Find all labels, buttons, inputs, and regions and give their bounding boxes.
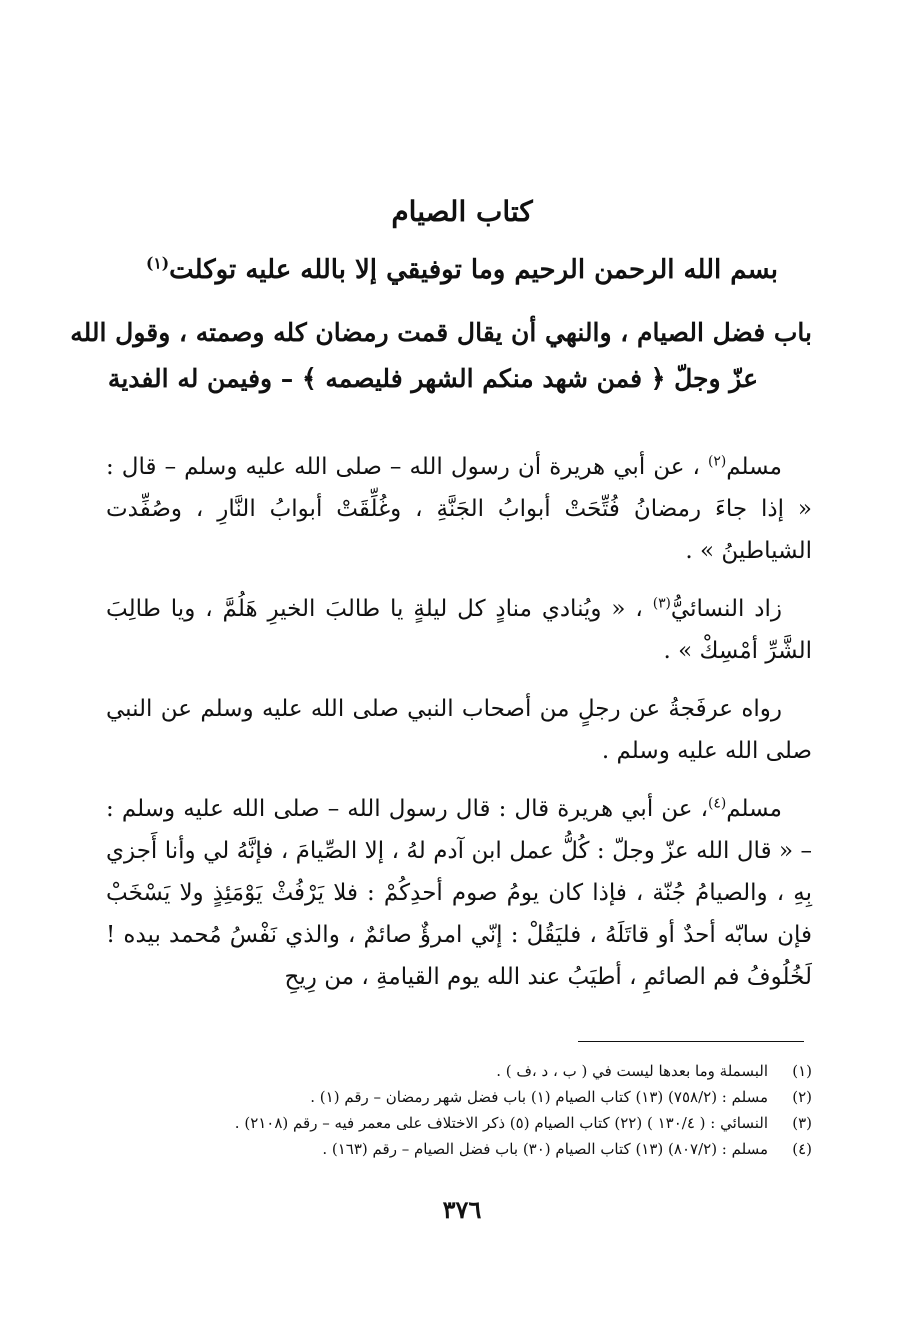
- footnote: [106, 1136, 812, 1162]
- chapter-heading-line-1: باب فضل الصيام ، والنهي أن يقال قمت رمضان كله وصمته ، وقول الله: [70, 318, 812, 347]
- footnote-text: البسملة وما بعدها ليست في ( ب ، د ،ف ) .: [496, 1062, 768, 1080]
- footnote-number: (٤): [792, 1140, 812, 1158]
- footnotes: [106, 1058, 812, 1162]
- footnote-text: مسلم : (٧٥٨/٢) (١٣) كتاب الصيام (١) باب فضل شهر رمضان – رقم (١) .: [310, 1088, 768, 1106]
- paragraph-lead: مسلم: [726, 454, 782, 480]
- book-title: كتاب الصيام: [391, 195, 533, 228]
- paragraph-text: ، « ويُنادي منادٍ كل ليلةٍ يا طالبَ الخيرِ هَلُمَّ ، ويا طالِبَ الشَّرِّ أمْسِكْ » .: [106, 596, 812, 664]
- footnote-ref-2: (٢): [708, 453, 727, 470]
- paragraph-lead: مسلم: [726, 796, 782, 822]
- body-text: [106, 446, 812, 1014]
- paragraph-nasai-addition: [106, 588, 812, 672]
- basmala-heading: [100, 248, 824, 292]
- footnote-ref-4: (٤): [708, 795, 727, 812]
- footnote: [106, 1058, 812, 1084]
- chapter-heading: [70, 310, 812, 402]
- paragraph-text: ، عن أبي هريرة أن رسول الله – صلى الله عليه وسلم – قال : « إذا جاءَ رمضانُ فُتِّحَتْ أبوابُ الجَنَّةِ ، وغُلِّقَتْ أبوابُ النَّارِ ، وصُفِّدت الشياطينُ » .: [106, 454, 812, 564]
- basmala-text: بسم الله الرحمن الرحيم وما توفيقي إلا بالله عليه توكلت: [169, 255, 779, 285]
- paragraph-text: رواه عرفَجةُ عن رجلٍ من أصحاب النبي صلى الله عليه وسلم عن النبي صلى الله عليه وسلم .: [106, 696, 812, 764]
- footnote-text: مسلم : (٨٠٧/٢) (١٣) كتاب الصيام (٣٠) باب فضل الصيام – رقم (١٦٣) .: [322, 1140, 768, 1158]
- paragraph-muslim-ramadan: [106, 446, 812, 572]
- chapter-heading-line-2: عزّ وجلّ ﴿ فمن شهد منكم الشهر فليصمه ﴾ – وفيمن له الفدية: [107, 364, 758, 393]
- footnote-number: (١): [792, 1062, 812, 1080]
- footnote-ref-1: (١): [145, 253, 170, 273]
- paragraph-arfaja: [106, 688, 812, 772]
- paragraph-muslim-fasting: [106, 788, 812, 998]
- paragraph-lead: زاد النسائيُّ: [670, 596, 782, 622]
- footnote: [106, 1084, 812, 1110]
- footnote: [106, 1110, 812, 1136]
- footnote-number: (٣): [792, 1114, 812, 1132]
- footnote-number: (٢): [792, 1088, 812, 1106]
- footnote-ref-3: (٣): [652, 595, 671, 612]
- footnote-separator: [578, 1041, 804, 1042]
- page-number: ٣٧٦: [442, 1195, 482, 1224]
- footnote-text: النسائي : ( ١٣٠/٤ ) (٢٢) كتاب الصيام (٥) ذكر الاختلاف على معمر فيه – رقم (٢١٠٨) .: [234, 1114, 768, 1132]
- paragraph-text: ، عن أبي هريرة قال : قال رسول الله – صلى الله عليه وسلم : – « قال الله عزّ وجلّ : كُلُّ عمل ابن آدم لهُ ، إلا الصِّيامَ ، فإنَّهُ لي وأنا أَجزي بِهِ ، والصيامُ جُنّة ، فإذا كان يومُ صوم أحدِكُمْ : فلا يَرْفُثْ يَوْمَئِذٍ ولا يَسْخَبْ فإن سابّه أحدٌ أو قاتَلَهُ ، فليَقُلْ : إنّي امرؤٌ صائمٌ ، والذي نَفْسُ مُحمد بيده ! لَخُلُوفُ فم الصائمِ ، أطيَبُ عند الله يوم القيامةِ ، من رِيحِ: [106, 796, 812, 990]
